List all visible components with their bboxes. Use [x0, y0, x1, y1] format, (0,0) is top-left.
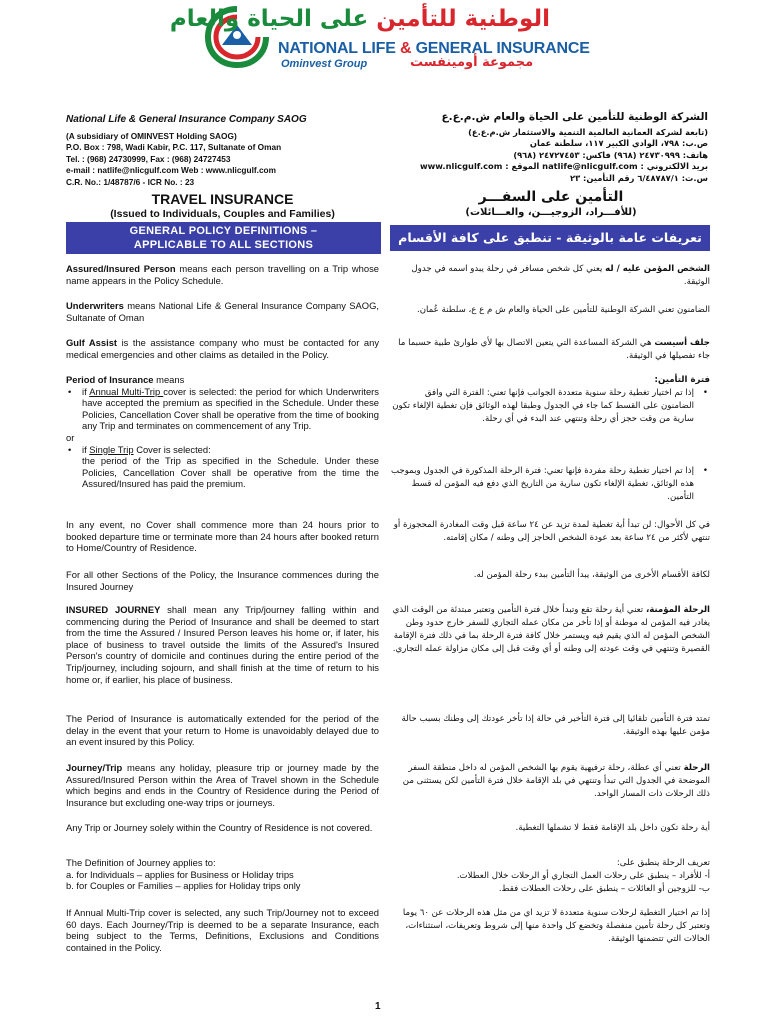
definition-period-ar: [390, 374, 710, 426]
term: الشخص المؤمن عليه / له: [605, 264, 710, 274]
document-subtitle-en: (Issued to Individuals, Couples and Families): [110, 208, 335, 220]
definition-journey-ar: [390, 762, 710, 801]
company-name-en: National Life & General Insurance Company SAOG: [66, 114, 307, 125]
text: if: [82, 385, 90, 397]
document-title-en: TRAVEL INSURANCE: [151, 191, 294, 207]
logo-en-part1: NATIONAL LIFE: [278, 40, 396, 57]
definition-assured-ar: [390, 263, 710, 289]
page-number: 1: [375, 1001, 381, 1012]
company-line: Tel. : (968) 24730999, Fax : (968) 24727453: [66, 153, 231, 164]
definition-applies-en: [66, 857, 379, 892]
term: Underwriters: [66, 300, 124, 311]
paragraph-extension-en: The Period of Insurance is automatically extended for the period of the delay in the event that your return to Home is unavoidably delayed due to an event insured by this Policy.: [66, 713, 379, 748]
company-name-ar: الشركة الوطنية للتأمين على الحياة والعام ش.م.ع.ع: [441, 111, 708, 123]
definition-text: تعني أي عطلة، رحلة ترفيهية يقوم بها الشخص المؤمن له داخل منطقة السفر الموضحة في الجدول التي تبدأ وتنتهي في بلد الإقامة خلال فترة التأمين لكن يستثنى من ذلك الرحلات ذات المسار الواحد.: [402, 763, 710, 799]
term: الرحلة: [683, 763, 710, 773]
paragraph-other-sections-ar: لكافة الأقسام الأخرى من الوثيقة، يبدأ التأمين ببدء رحلة المؤمن له.: [473, 570, 710, 580]
company-line-ar: بريد الالكتروني : natlife@nlicgulf.com الموقع : www.nlicgulf.com: [419, 161, 708, 171]
section-banner-ar: تعريفات عامة بالوثيقة - تنطبق على كافة الأقسام: [390, 225, 710, 251]
banner-en-line2: APPLICABLE TO ALL SECTIONS: [133, 239, 314, 251]
logo-sub-arabic: مجموعة أومينفست: [410, 55, 534, 70]
term: جلف أسيست: [654, 338, 710, 348]
list-item: a. for Individuals – applies for Business or Holiday trips: [66, 868, 294, 880]
logo-arabic-part1: الوطنية للتأمين: [376, 6, 550, 32]
paragraph-other-sections-en: For all other Sections of the Policy, the Insurance commences during the Insured Journey: [66, 569, 379, 592]
banner-en-line1: GENERAL POLICY DEFINITIONS –: [129, 225, 318, 237]
logo-arabic-part2: على الحياة والعام: [169, 6, 369, 32]
company-line-ar: ص.ب: ٧٩٨، الوادي الكبير ١١٧، سلطنة عمان: [529, 138, 708, 148]
definition-text: means National Life & General Insurance Company SAOG, Sultanate of Oman: [66, 300, 379, 323]
paragraph-24-hours-ar: في كل الأحوال: لن تبدأ أية تغطية لمدة تزيد عن ٢٤ ساعة قبل وقت المغادرة المحجوزة أو تنتهي لأكثر من ٢٤ ساعة بعد عودة الشخص الحاجز إلى وطنه / مكان إقامته.: [393, 520, 710, 543]
text: the period of the Trip as specified in the Schedule. Under these Policies, Cancellation Cover shall be operative from the time the Assured/Insured has paid the premium.: [82, 455, 379, 490]
underlined-term: Single Trip: [89, 443, 134, 455]
paragraph-annual-multi-trip-ar: إذا تم اختيار التغطية لرحلات سنوية متعددة لا تزيد اي من مثل هذه الرحلات عن ٦٠ يوما وتعتبر كل رحلة تأمين منفصلة وتخضع كل واحدة منها إلى شروط وتعريفات، استثناءات، الحالات التي تتضمنها الوثيقة.: [402, 908, 710, 944]
definition-text: means: [153, 374, 185, 385]
paragraph-residence-ar: أية رحلة تكون داخل بلد الإقامة فقط لا تشملها التغطية.: [515, 823, 710, 833]
paragraph-residence-en: Any Trip or Journey solely within the Country of Residence is not covered.: [66, 822, 373, 833]
or-text: or: [66, 431, 75, 443]
list-item: b. for Couples or Families – applies for Holiday trips only: [66, 880, 301, 892]
term: Journey/Trip: [66, 762, 123, 773]
definition-gulf-assist-ar: [390, 337, 710, 363]
definition-text: يعني كل شخص مسافر في رحلة يبدو اسمه في جدول الوثيقة.: [411, 264, 710, 287]
paragraph-annual-multi-trip-en: If Annual Multi-Trip cover is selected, any such Trip/Journey not to exceed 60 days. Each Journey/Trip is deemed to be a separate Insurance, each being subject to the Terms, Definitions, Exclusions and Conditions contained in the Policy.: [66, 907, 379, 953]
text: The Definition of Journey applies to:: [66, 857, 216, 868]
company-details-en: [66, 114, 366, 188]
term: INSURED JOURNEY: [66, 604, 161, 615]
document-title-ar: التأمين على السفـــر: [478, 189, 624, 205]
paragraph-extension-ar: تمتد فترة التأمين تلقائيا إلى فترة التأخير في حالة إذا تأخر عودتك إلى وطنك بسبب حالة مؤمن عليها بهذه الوثيقة.: [401, 714, 710, 737]
company-line: P.O. Box : 798, Wadi Kabir, P.C. 117, Sultanate of Oman: [66, 142, 282, 152]
text: تعريف الرحلة ينطبق على:: [616, 858, 710, 868]
list-item: [82, 386, 379, 432]
list-item: [82, 444, 379, 490]
section-banner-en: [66, 222, 381, 254]
company-line: e-mail : natlife@nlicgulf.com Web : www.nlicgulf.com: [66, 165, 276, 175]
term: Assured/Insured Person: [66, 263, 176, 274]
logo-arabic: [169, 6, 550, 32]
paragraph-24-hours-en: In any event, no Cover shall commence more than 24 hours prior to booked departure time or terminate more than 24 hours after booked return to Home/Country of Residence.: [66, 519, 379, 554]
company-line-ar: هاتف: ٢٤٧٣٠٩٩٩ (٩٦٨) فاكس: ٢٤٧٢٧٤٥٣ (٩٦٨): [513, 149, 708, 160]
definition-text: تعني أية رحلة تقع وتبدأ خلال فترة التأمين وتعتبر مبتدئة من الوقت الذي يغادر فيه المؤمن له موطنة أو إذا تأخر من مكان عمله التجاري للسفر خارج حدود وطن الشخص المؤمن له الذي يقيم فيه ويستمر خلال كافة فترة الرحلة بما في ذلك فترة الإقامة القصيرة وتنتهي في وقت عودته إلى وطنه أو أي وقت قبل إلى مكان مزاولة عمله التجاري.: [392, 605, 710, 654]
definition-insured-journey-ar: [390, 604, 710, 656]
underlined-term: Annual Multi-Trip: [89, 385, 164, 397]
definition-assured-en: [66, 263, 379, 286]
text: Cover is selected:: [133, 443, 211, 455]
definition-underwriters-en: [66, 300, 379, 323]
definition-text: is the assistance company who must be contacted for any medical emergencies and other claims as detailed in the Policy.: [66, 337, 380, 360]
company-line: C.R. No.: 1/48787/6 - ICR No. : 23: [66, 176, 195, 187]
company-line-ar: س.ت: ٦/٤٨٧٨٧/١ رقم التأمين: ٢٣: [570, 172, 708, 183]
list-item: أ- للأفراد – ينطبق على رحلات العمل التجاري أو الرحلات خلال العطلات.: [456, 871, 710, 881]
company-details-ar: [390, 112, 708, 184]
company-line: (A subsidiary of OMINVEST Holding SAOG): [66, 130, 237, 141]
logo-en-amp: &: [399, 40, 412, 57]
document-subtitle-ar: (للأفـــراد، الزوجيـــن، والعـــائلات): [465, 207, 637, 218]
definition-underwriters-ar: الضامنون تعني الشركة الوطنية للتأمين على الحياة والعام ش م ع ع، سلطنة عُمان.: [417, 305, 710, 315]
definition-applies-ar: [390, 857, 710, 896]
list-item: ب- للزوجين أو العائلات – ينطبق على رحلات العطلات فقط.: [498, 884, 710, 894]
term: Period of Insurance: [66, 374, 154, 385]
term: الرحلة المؤمنة،: [645, 605, 710, 615]
list-item: • إذا تم اختيار تغطية رحلة سنوية متعددة الجوانب فإنها تعني: الفترة التي وافق الضامنون على القسط كما جاء في الجدول وطبقا لهذه الوثائق فإن تغطية الإلغاء تكون سارية من وقت حجز أي رحلة وتنتهي عند البدء في أي رحلة.: [390, 387, 694, 426]
term: Gulf Assist: [66, 337, 118, 348]
company-line-ar: (تابعة لشركة العمانية العالمية التنمية والاستثمار ش.م.ع.ع): [468, 126, 708, 137]
text: if: [82, 443, 90, 455]
logo-sub-english: Ominvest Group: [281, 58, 368, 70]
definition-text: means each person travelling on a Trip whose name appears in the Policy Schedule.: [66, 263, 380, 286]
definition-text: means any holiday, pleasure trip or journey made by the Assured/Insured Person within the Area of Travel shown in the Schedule which begins and ends in the Country of Residence during the Period of Insurance but excluding one-way trips or journeys.: [66, 762, 379, 808]
definition-text: shall mean any Trip/journey falling within and commencing during the Period of Insurance and shall be deemed to start from the time the Assured / Insured Person leaves his home or, if later, his place of business to travel outside the limits of the Assured's Insured Person's country of domicile and continues during the entire period of the Trip/journey, including sojourn, and shall finish at the time of return to his home or, if earlier, his place of business.: [66, 604, 379, 685]
definition-period-en: [66, 374, 379, 490]
definition-journey-en: [66, 762, 379, 808]
definition-period-single-ar: [390, 465, 710, 504]
definition-text: هي الشركة المساعدة التي يتعين الاتصال بها لأي طوارئ طبية حسبما ما جاء تفصيلها في الوثيقة.: [398, 338, 710, 361]
term: فترة التأمين:: [654, 375, 710, 385]
logo-en-part2: GENERAL INSURANCE: [415, 40, 590, 57]
definition-gulf-assist-en: [66, 337, 379, 360]
text: cover is selected: the period for which Underwriters have accepted the premium as specified in the Schedule. Under these Policies, Cancellation Cover shall be operative from the time of booking any Trip and terminates on commencement of any Trip.: [82, 385, 379, 432]
definition-insured-journey-en: [66, 604, 379, 685]
list-item: • إذا تم اختيار تغطية رحلة مفردة فإنها تعني: فترة الرحلة المذكورة في الجدول وبموجب هذه الوثائق، تغطية الإلغاء تكون سارية من التاريخ الذي دفع فيه المؤمن له قسط التأمين.: [390, 465, 694, 504]
